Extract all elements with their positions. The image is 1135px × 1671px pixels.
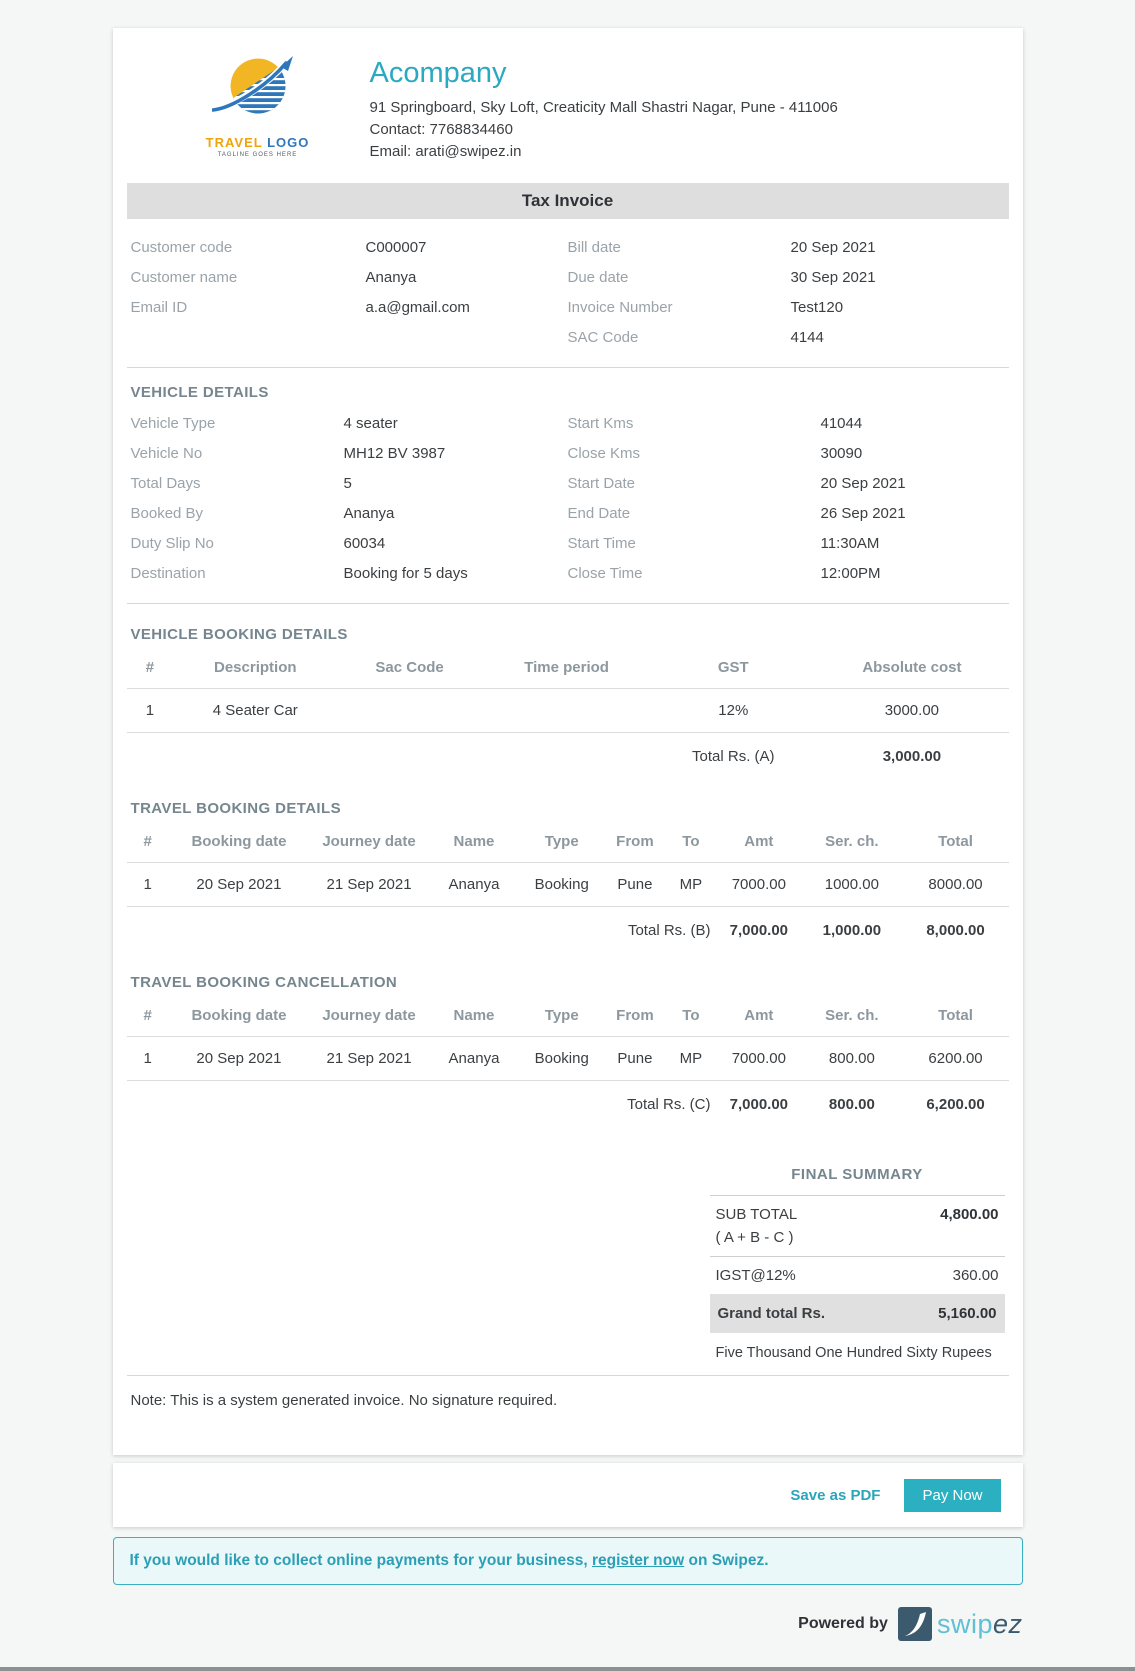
field-label: Total Days: [130, 475, 201, 492]
cell: MP: [665, 863, 716, 907]
customer-field: [131, 263, 568, 293]
field-label: Customer name: [130, 269, 238, 286]
column-header: Absolute cost: [815, 645, 1008, 689]
field-label: Close Kms: [567, 445, 641, 462]
total-value: 7,000.00: [729, 922, 789, 939]
field-value: 26 Sep 2021: [820, 505, 906, 522]
column-header: #: [127, 819, 169, 863]
logo-wordmark: [202, 135, 314, 150]
company-logo: [202, 54, 314, 158]
column-header: To: [665, 993, 716, 1037]
vehicle-booking-table: [127, 645, 1009, 778]
subtotal-label: SUB TOTAL: [715, 1206, 798, 1223]
swipez-logo: [898, 1607, 1023, 1641]
column-header: Type: [519, 993, 605, 1037]
table-header-row: [127, 645, 1009, 689]
field-value: 60034: [343, 535, 386, 552]
column-header: Sac Code: [337, 645, 482, 689]
column-header: To: [665, 819, 716, 863]
register-banner: [113, 1537, 1023, 1585]
field-value: 11:30AM: [820, 535, 880, 552]
cell: [482, 689, 651, 733]
table-row: [127, 1037, 1009, 1081]
page-bottom-strip: [0, 1667, 1135, 1671]
customer-field: [568, 293, 1005, 323]
field-value: 4144: [790, 329, 824, 346]
vehicle-field: [131, 469, 568, 499]
travel-globe-plane-icon: [212, 54, 304, 128]
field-label: Start Time: [567, 535, 636, 552]
cell: 3000.00: [815, 689, 1008, 733]
subtotal-label-block: [716, 1206, 798, 1246]
final-summary-title: FINAL SUMMARY: [791, 1166, 923, 1183]
column-header: Time period: [482, 645, 651, 689]
column-header: Ser. ch.: [801, 819, 902, 863]
field-value: 30090: [820, 445, 863, 462]
pay-now-button[interactable]: Pay Now: [904, 1479, 1000, 1512]
customer-details-left: [131, 233, 568, 353]
field-label: Email ID: [130, 299, 188, 316]
customer-field: [131, 293, 568, 323]
actions-card: [113, 1463, 1023, 1527]
swipez-s-icon: [898, 1607, 932, 1641]
vehicle-details-title: VEHICLE DETAILS: [130, 384, 269, 401]
cell: 800.00: [801, 1037, 902, 1081]
logo-tagline: TAGLINE GOES HERE: [217, 152, 298, 158]
igst-label: IGST@12%: [715, 1267, 796, 1284]
grand-total-row: [710, 1294, 1005, 1333]
customer-field: [568, 263, 1005, 293]
field-label: Bill date: [567, 239, 621, 256]
cell: 7000.00: [716, 863, 801, 907]
subtotal-row: [710, 1195, 1005, 1256]
logo-word-travel: TRAVEL: [205, 135, 263, 150]
table-row: [127, 863, 1009, 907]
total-label: Total Rs. (A): [692, 748, 775, 765]
cell: 7000.00: [716, 1037, 801, 1081]
save-as-pdf-button[interactable]: Save as PDF: [790, 1486, 881, 1504]
field-label: Customer code: [130, 239, 233, 256]
column-header: Name: [429, 993, 519, 1037]
vehicle-field: [568, 439, 1005, 469]
cell: 6200.00: [903, 1037, 1009, 1081]
total-value: 800.00: [828, 1096, 875, 1113]
field-label: Duty Slip No: [130, 535, 214, 552]
field-value: Test120: [790, 299, 844, 316]
subtotal-formula: ( A + B - C ): [715, 1229, 794, 1246]
swipez-word-part1: swip: [936, 1608, 993, 1639]
invoice-title-bar: Tax Invoice: [127, 183, 1009, 219]
company-address: 91 Springboard, Sky Loft, Creaticity Mall Shastri Nagar, Pune - 411006: [369, 99, 838, 116]
table-total-row: [127, 733, 1009, 779]
field-value: Ananya: [365, 269, 417, 286]
invoice-card: [113, 28, 1023, 1455]
column-header: From: [605, 993, 666, 1037]
cell: 20 Sep 2021: [169, 863, 309, 907]
travel-cancellation-title: TRAVEL BOOKING CANCELLATION: [130, 974, 398, 991]
column-header: Total: [903, 993, 1009, 1037]
customer-field: [568, 323, 1005, 353]
final-summary: [710, 1166, 1005, 1375]
table-total-row: [127, 907, 1009, 953]
field-label: Vehicle No: [130, 445, 203, 462]
cell: Pune: [605, 1037, 666, 1081]
column-header: Booking date: [169, 993, 309, 1037]
vehicle-field: [131, 439, 568, 469]
total-label: Total Rs. (B): [627, 922, 711, 939]
company-email: Email: arati@swipez.in: [369, 143, 522, 160]
column-header: #: [127, 993, 169, 1037]
travel-booking-table: [127, 819, 1009, 952]
company-name: Acompany: [369, 57, 507, 89]
cell: Ananya: [429, 863, 519, 907]
vehicle-details-section: [127, 409, 1009, 604]
column-header: Total: [903, 819, 1009, 863]
field-value: C000007: [365, 239, 427, 256]
total-value: 6,200.00: [926, 1096, 985, 1113]
cell: Pune: [605, 863, 666, 907]
cell: 1: [127, 1037, 169, 1081]
column-header: Type: [519, 819, 605, 863]
field-label: SAC Code: [567, 329, 639, 346]
cell: 1: [127, 689, 174, 733]
travel-booking-title: TRAVEL BOOKING DETAILS: [130, 800, 341, 817]
field-value: MH12 BV 3987: [343, 445, 446, 462]
field-label: Invoice Number: [567, 299, 673, 316]
field-value: Booking for 5 days: [343, 565, 468, 582]
field-value: a.a@gmail.com: [365, 299, 470, 316]
vehicle-field: [568, 469, 1005, 499]
field-value: 41044: [820, 415, 863, 432]
vehicle-field: [568, 409, 1005, 439]
total-value: 8,000.00: [926, 922, 985, 939]
customer-details-section: [127, 219, 1009, 368]
grand-total-label: Grand total Rs.: [717, 1305, 826, 1322]
igst-value: 360.00: [952, 1267, 999, 1284]
field-label: Due date: [567, 269, 629, 286]
field-label: Start Kms: [567, 415, 634, 432]
igst-row: [710, 1256, 1005, 1294]
total-value: 7,000.00: [729, 1096, 789, 1113]
customer-details-right: [568, 233, 1005, 353]
field-value: 20 Sep 2021: [790, 239, 876, 256]
table-total-row: [127, 1081, 1009, 1127]
amount-in-words: Five Thousand One Hundred Sixty Rupees: [715, 1345, 992, 1361]
cell: 1: [127, 863, 169, 907]
column-header: Description: [173, 645, 337, 689]
field-label: Start Date: [567, 475, 636, 492]
banner-text-prefix: If you would like to collect online payments for your business,: [129, 1552, 592, 1569]
total-value: 3,000.00: [882, 748, 942, 765]
system-note: Note: This is a system generated invoice. No signature required.: [130, 1392, 558, 1409]
cell: 8000.00: [903, 863, 1009, 907]
column-header: Journey date: [309, 819, 429, 863]
vehicle-field: [131, 559, 568, 589]
column-header: GST: [651, 645, 815, 689]
field-label: Destination: [130, 565, 206, 582]
register-now-link[interactable]: register now: [592, 1552, 685, 1569]
column-header: Amt: [716, 819, 801, 863]
banner-text-suffix: on Swipez.: [684, 1552, 769, 1569]
vehicle-field: [131, 409, 568, 439]
total-label: Total Rs. (C): [627, 1096, 711, 1113]
cell: Booking: [519, 863, 605, 907]
field-label: End Date: [567, 505, 631, 522]
cell: MP: [665, 1037, 716, 1081]
cell: [337, 689, 482, 733]
column-header: Ser. ch.: [801, 993, 902, 1037]
company-contact: Contact: 7768834460: [369, 121, 513, 138]
column-header: #: [127, 645, 174, 689]
cell: 21 Sep 2021: [309, 863, 429, 907]
field-value: 4 seater: [343, 415, 398, 432]
footer: [113, 1607, 1023, 1667]
total-value: 1,000.00: [822, 922, 882, 939]
cell: 12%: [651, 689, 815, 733]
subtotal-value: 4,800.00: [940, 1206, 999, 1223]
spacer-cell: [127, 733, 652, 779]
swipez-word-part2: ez: [992, 1608, 1023, 1639]
vehicle-field: [131, 499, 568, 529]
vehicle-field: [131, 529, 568, 559]
column-header: Journey date: [309, 993, 429, 1037]
travel-cancellation-table: [127, 993, 1009, 1126]
swipez-wordmark: [937, 1609, 1023, 1640]
field-value: 20 Sep 2021: [820, 475, 906, 492]
field-value: 12:00PM: [820, 565, 881, 582]
column-header: Amt: [716, 993, 801, 1037]
table-header-row: [127, 993, 1009, 1037]
invoice-header: [127, 44, 1009, 171]
cell: 21 Sep 2021: [309, 1037, 429, 1081]
vehicle-field: [568, 559, 1005, 589]
vehicle-booking-title: VEHICLE BOOKING DETAILS: [130, 626, 348, 643]
table-header-row: [127, 819, 1009, 863]
company-info: [370, 54, 838, 163]
customer-field: [131, 233, 568, 263]
vehicle-details-right: [568, 409, 1005, 589]
cell: 4 Seater Car: [173, 689, 337, 733]
column-header: Booking date: [169, 819, 309, 863]
cell: Booking: [519, 1037, 605, 1081]
column-header: From: [605, 819, 666, 863]
field-label: Close Time: [567, 565, 643, 582]
table-row: [127, 689, 1009, 733]
grand-total-value: 5,160.00: [938, 1305, 997, 1322]
customer-field: [568, 233, 1005, 263]
field-label: Booked By: [130, 505, 204, 522]
cell: 20 Sep 2021: [169, 1037, 309, 1081]
powered-by-label: Powered by: [798, 1615, 888, 1632]
field-value: 5: [343, 475, 352, 492]
cell: 1000.00: [801, 863, 902, 907]
column-header: Name: [429, 819, 519, 863]
vehicle-field: [568, 529, 1005, 559]
vehicle-field: [568, 499, 1005, 529]
field-value: 30 Sep 2021: [790, 269, 876, 286]
logo-word-logo: LOGO: [267, 135, 310, 150]
vehicle-details-left: [131, 409, 568, 589]
field-label: Vehicle Type: [130, 415, 216, 432]
field-value: Ananya: [343, 505, 395, 522]
cell: Ananya: [429, 1037, 519, 1081]
